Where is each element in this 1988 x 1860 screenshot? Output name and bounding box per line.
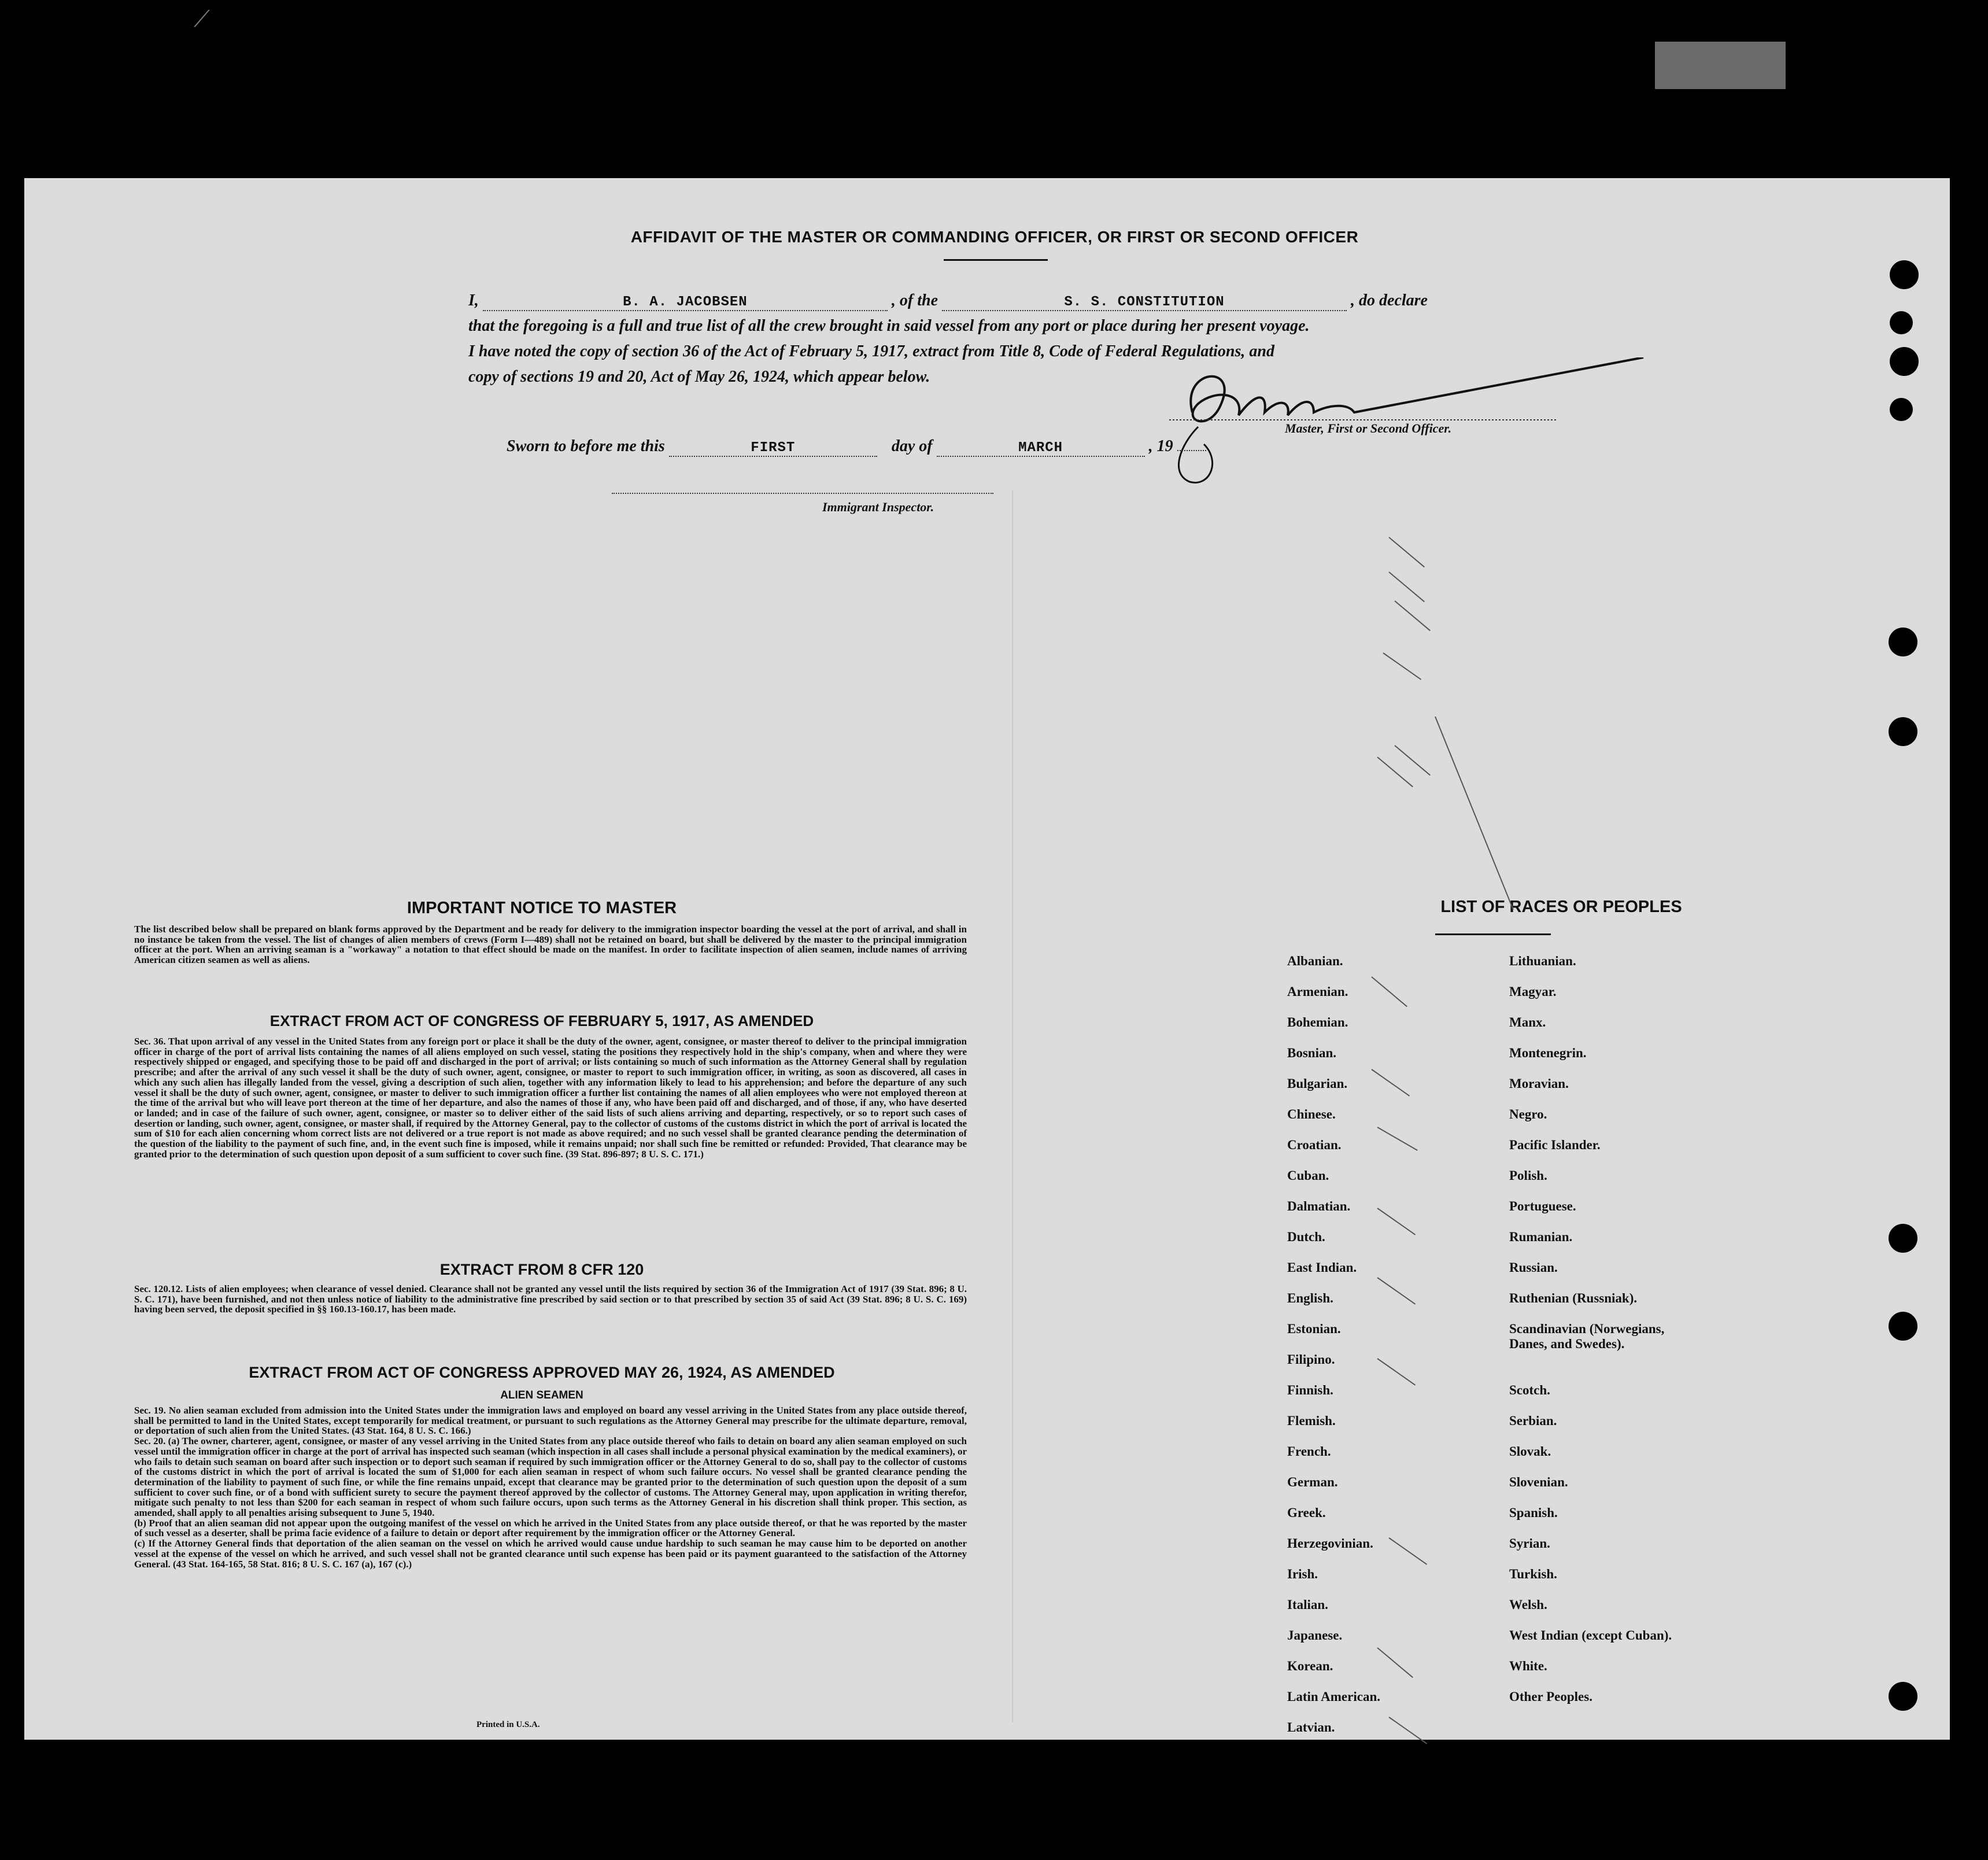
race-item: Moravian.	[1509, 1076, 1569, 1091]
extract-1924-title: EXTRACT FROM ACT OF CONGRESS APPROVED MAY 26, 1924, AS AMENDED	[249, 1364, 835, 1381]
pencil-tick	[1388, 1717, 1427, 1744]
race-item: Pacific Islander.	[1509, 1138, 1601, 1152]
pencil-tick	[1377, 1277, 1416, 1305]
race-item: Bosnian.	[1287, 1046, 1337, 1060]
extract-1924-subtitle: ALIEN SEAMEN	[500, 1389, 583, 1401]
notice-title: IMPORTANT NOTICE TO MASTER	[407, 899, 677, 917]
printed-in-usa: Printed in U.S.A.	[476, 1720, 540, 1729]
extract-1917-title: EXTRACT FROM ACT OF CONGRESS OF FEBRUARY 5, 1917, AS AMENDED	[269, 1012, 814, 1029]
race-item: Herzegovinian.	[1287, 1536, 1373, 1551]
race-item: Bohemian.	[1287, 1015, 1348, 1029]
sworn-line	[507, 437, 1206, 457]
race-item: White.	[1509, 1659, 1547, 1673]
signature-caption: Master, First or Second Officer.	[1285, 421, 1452, 436]
sworn-month-field: MARCH	[937, 440, 1145, 457]
race-item: Estonian.	[1287, 1322, 1341, 1336]
punch-hole	[1889, 1312, 1917, 1341]
race-item: Japanese.	[1287, 1628, 1343, 1643]
punch-hole	[1889, 1224, 1917, 1253]
race-item: Greek.	[1287, 1505, 1326, 1520]
race-item: Croatian.	[1287, 1138, 1342, 1152]
title-underline	[944, 259, 1048, 261]
races-title-underline	[1435, 933, 1551, 935]
sworn-day-field: FIRST	[669, 440, 877, 457]
race-item: Irish.	[1287, 1567, 1318, 1581]
race-item: Filipino.	[1287, 1352, 1335, 1367]
race-item: Albanian.	[1287, 954, 1343, 968]
sec-19-paragraph: Sec. 19. No alien seaman excluded from admission into the United States under the immigration laws and employed on board any vessel arriving in the United States from any place outside thereof, shall be permitted to land in the United States, except temporarily for medical treatment, or pursuant to such regulations as the Attorney General may prescribe for the ultimate departure, removal, or deportation of such alien from the United States. (43 Stat. 164, 8 U. S. C. 166.)	[134, 1405, 967, 1437]
race-item: Scotch.	[1509, 1383, 1550, 1397]
pencil-tick	[1371, 1069, 1410, 1097]
sworn-year-field	[1177, 450, 1206, 451]
race-item: Scandinavian (Norwegians,	[1509, 1322, 1665, 1336]
race-item: Other Peoples.	[1509, 1689, 1592, 1704]
decl-suffix: , do declare	[1351, 291, 1428, 309]
race-item: Lithuanian.	[1509, 954, 1576, 968]
pencil-tick	[1394, 600, 1431, 631]
race-item: Serbian.	[1509, 1414, 1557, 1428]
inspector-line	[612, 493, 993, 494]
race-item: Negro.	[1509, 1107, 1547, 1121]
race-item: Latin American.	[1287, 1689, 1380, 1704]
race-item: Danes, and Swedes).	[1509, 1337, 1625, 1351]
pencil-tick	[1371, 976, 1407, 1007]
extract-1917-body: Sec. 36. That upon arrival of any vessel in the United States from any foreign port or place it shall be the duty of the owner, agent, consignee, or master thereof to deliver to the principal immigration officer in charge of the port of arrival lists containing the names of all aliens employed on such vessel, stating the positions they respectively hold in the ship's company, when and where they were respectively shipped or engaged, and specifying those to be paid off and discharged in the port of arrival; or lists containing so much of such information as the Attorney General shall by regulation prescribe; and after the arrival of any such vessel it shall be the duty of such owner, agent, consignee, or master to report to such immigration officer, in writing, as soon as discovered, all cases in which any such alien has illegally landed from the vessel, giving a description of such alien, together with any information likely to lead to his apprehension; and before the departure of any such vessel it shall be the duty of such owner, agent, consignee, or master to deliver to such immigration officer a further list containing the names of all alien employees who were not employed thereon at the time of the arrival but who will leave port thereon at the time of her departure, and also the names of those if any, who have been paid off and discharged, and of those, if any, who have deserted or landed; and in case of the failure of such owner, agent, consignee, or master so to deliver either of the said lists of such aliens arriving and departing, respectively, or so to report such cases of desertion or landing, such owner, agent, consignee, or master shall, if required by the Attorney General, pay to the collector of customs of the customs district in which the port of arrival is located the sum of $10 for each alien concerning whom correct lists are not delivered or a true report is not made as above required; and no such vessel shall be granted clearance pending the determination of the question of the liability to the payment of such fine, and, in the event such fine is imposed, while it remains unpaid; nor shall such fine be remitted or refunded: Provided, That clearance may be granted prior to the determination of such question upon deposit of a sum sufficient to cover such fine. (39 Stat. 896-897; 8 U. S. C. 171.)	[134, 1036, 967, 1160]
pencil-tick	[1377, 1647, 1413, 1678]
race-item: Magyar.	[1509, 984, 1557, 999]
race-item: Slovak.	[1509, 1444, 1551, 1459]
race-item: English.	[1287, 1291, 1333, 1305]
punch-hole	[1889, 717, 1917, 746]
race-item: Ruthenian (Russniak).	[1509, 1291, 1638, 1305]
punch-hole	[1889, 628, 1917, 656]
affidavit-title: AFFIDAVIT OF THE MASTER OR COMMANDING OFFICER, OR FIRST OR SECOND OFFICER	[630, 228, 1359, 246]
race-item: Armenian.	[1287, 984, 1348, 999]
race-item: Welsh.	[1509, 1597, 1547, 1612]
race-item: Bulgarian.	[1287, 1076, 1348, 1091]
race-item: Montenegrin.	[1509, 1046, 1587, 1060]
pencil-tick	[1377, 1358, 1416, 1386]
document-page	[24, 178, 1950, 1740]
master-name-field: B. A. JACOBSEN	[483, 294, 888, 311]
punch-hole	[1889, 1682, 1917, 1711]
inspector-caption: Immigrant Inspector.	[822, 500, 934, 514]
pencil-tick	[1377, 1127, 1418, 1151]
race-item: Chinese.	[1287, 1107, 1336, 1121]
pencil-tick	[1383, 652, 1421, 680]
race-item: Italian.	[1287, 1597, 1328, 1612]
sec-20b-paragraph: (b) Proof that an alien seaman did not appear upon the outgoing manifest of the vessel on which he arrived in the United States from any place outside thereof, or that he was reported by the master of such vessel as a deserter, shall be prima facie evidence of a failure to detain or deport after requirement by the immigration officer or the Attorney General.	[134, 1517, 967, 1539]
race-item: German.	[1287, 1475, 1338, 1489]
race-item: French.	[1287, 1444, 1331, 1459]
race-item: Flemish.	[1287, 1414, 1336, 1428]
paper-tab	[1655, 42, 1786, 89]
sworn-year: , 19	[1148, 437, 1173, 455]
race-item: Latvian.	[1287, 1720, 1335, 1734]
sec-20c-paragraph: (c) If the Attorney General finds that deportation of the alien seaman on the vessel on which he arrived would cause undue hardship to such seaman he may cause him to be deported on another vessel at the expense of the vessel on which he arrived, and such vessel shall not be granted clearance until such expense has been paid or its payment guaranteed to the satisfaction of the Attorney General. (43 Stat. 164-165, 58 Stat. 816; 8 U. S. C. 167 (a), 167 (c).)	[134, 1538, 967, 1570]
pencil-long-stroke	[1435, 717, 1514, 910]
race-item: Manx.	[1509, 1015, 1546, 1029]
race-item: Slovenian.	[1509, 1475, 1568, 1489]
race-item: Korean.	[1287, 1659, 1333, 1673]
decl-mid: , of the	[891, 291, 938, 309]
pencil-tick	[1388, 1537, 1427, 1565]
vessel-name-field: S. S. CONSTITUTION	[942, 294, 1347, 311]
race-item: Finnish.	[1287, 1383, 1333, 1397]
race-item: Dalmatian.	[1287, 1199, 1351, 1213]
corner-scrawl: ⟋	[194, 6, 210, 32]
faint-column-divider	[1012, 490, 1013, 1722]
pencil-tick	[1388, 571, 1425, 602]
race-item: Rumanian.	[1509, 1230, 1573, 1244]
sec-20a-paragraph: Sec. 20. (a) The owner, charterer, agent, consignee, or master of any vessel arriving in the United States from any place outside thereof who fails to detain on board any alien seaman employed on such vessel until the immigration officer in charge at the port of arrival has inspected such seaman (which inspection in all cases shall include a personal physical examination by the medical examiners), or who fails to detain such seaman on board after such inspection or to deport such seaman if required by such immigration officer or the Attorney General to do so, shall pay to the collector of customs of the customs district in which the port of arrival is located the sum of $1,000 for each alien seaman in respect of whom such failure occurs. No vessel shall be granted clearance pending the determination of the liability to payment of such fine, or while the fine remains unpaid, except that clearance may be granted prior to the determination of such question upon the deposit of a sum sufficient to cover such fine, or of a bond with sufficient surety to secure the payment thereof approved by the collector of customs. The Attorney General may, upon application in writing therefor, mitigate such penalty to not less than $200 for each seaman in respect of whom such failure occurs, upon such terms as the Attorney General in his discretion shall think proper. This section, as amended, shall apply to all penalties arising subsequent to June 5, 1940.	[134, 1435, 967, 1519]
pencil-tick	[1388, 537, 1425, 567]
extract-cfr-title: EXTRACT FROM 8 CFR 120	[439, 1261, 644, 1278]
race-item: West Indian (except Cuban).	[1509, 1628, 1672, 1643]
race-item: East Indian.	[1287, 1260, 1357, 1275]
sworn-mid: day of	[891, 437, 933, 455]
race-item: Portuguese.	[1509, 1199, 1576, 1213]
decl-prefix: I,	[468, 291, 479, 309]
pencil-tick	[1394, 745, 1431, 776]
race-item: Turkish.	[1509, 1567, 1557, 1581]
sworn-prefix: Sworn to before me this	[507, 437, 665, 455]
extract-1924-body	[134, 1405, 967, 1569]
race-item: Polish.	[1509, 1168, 1547, 1183]
race-item: Spanish.	[1509, 1505, 1558, 1520]
punch-hole	[1890, 398, 1913, 421]
race-item: Russian.	[1509, 1260, 1558, 1275]
declaration-line-4: copy of sections 19 and 20, Act of May 26, 1924, which appear below.	[468, 368, 930, 386]
races-title: LIST OF RACES OR PEOPLES	[1440, 898, 1682, 916]
punch-hole	[1890, 311, 1913, 334]
race-item: Cuban.	[1287, 1168, 1329, 1183]
punch-hole	[1890, 260, 1919, 289]
race-item: Dutch.	[1287, 1230, 1325, 1244]
pencil-tick	[1377, 1208, 1416, 1235]
notice-body: The list described below shall be prepared on blank forms approved by the Department and be ready for delivery to the immigration inspector boarding the vessel at the port of arrival, and shall in no instance be taken from the vessel. The list of changes of alien members of crews (Form I—489) shall not be retained on board, but shall be delivered by the master to the principal immigration officer at the port. When an arriving seaman is a "workaway" a notation to that effect should be made on the manifest. In order to facilitate inspection of alien seamen, include names of arriving American citizen seamen as well as aliens.	[134, 924, 967, 966]
declaration-line-1	[468, 291, 1428, 311]
declaration-line-3: I have noted the copy of section 36 of the Act of February 5, 1917, extract from Title 8, Code of Federal Regulations, and	[468, 342, 1274, 360]
declaration-line-2: that the foregoing is a full and true list of all the crew brought in said vessel from any port or place during her present voyage.	[468, 317, 1310, 335]
pencil-tick	[1377, 756, 1413, 787]
race-item: Syrian.	[1509, 1536, 1550, 1551]
extract-cfr-body: Sec. 120.12. Lists of alien employees; when clearance of vessel denied. Clearance shall not be granted any vessel until the lists required by section 36 of the Immigration Act of 1917 (39 Stat. 896; 8 U. S. C. 171), have been furnished, and not then unless notice of liability to the administrative fine prescribed by said section or to that prescribed by section 35 of said Act (39 Stat. 896; 8 U. S. C. 169) having been served, the deposit specified in §§ 160.13-160.17, has been made.	[134, 1283, 967, 1315]
punch-hole	[1890, 347, 1919, 376]
